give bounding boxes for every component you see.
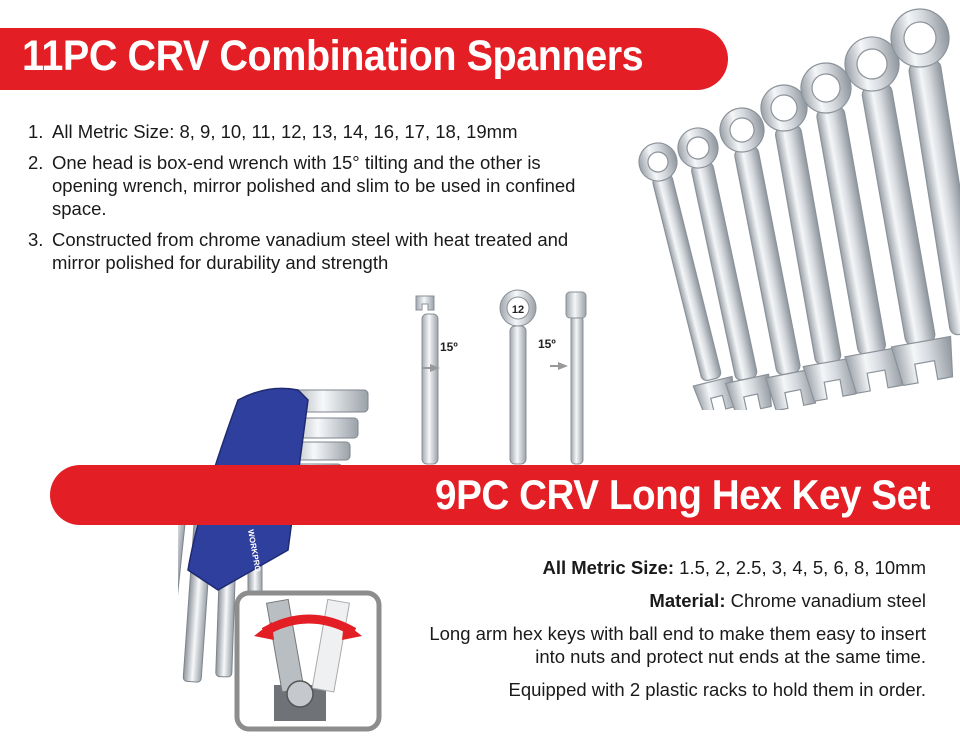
material-spec	[366, 589, 926, 612]
svg-text:15º: 15º	[440, 340, 458, 354]
racks-text: Equipped with 2 plastic racks to hold them in order.	[508, 679, 926, 700]
list-item	[28, 120, 628, 143]
svg-text:WORKPRO: WORKPRO	[246, 528, 263, 573]
list-item	[28, 228, 628, 274]
hex-key-specs	[366, 556, 926, 711]
description-text: Long arm hex keys with ball end to make them easy to insert into nuts and protect nut ends at the same time.	[429, 623, 926, 667]
svg-text:15º: 15º	[538, 337, 556, 351]
hex-key-title: 9PC CRV Long Hex Key Set	[434, 471, 930, 518]
size-label: All Metric Size:	[542, 557, 675, 578]
svg-text:12: 12	[511, 304, 525, 316]
spanner-feature-list	[28, 120, 628, 282]
material-label: Material:	[649, 590, 726, 611]
list-item-number: 3.	[28, 229, 44, 250]
hex-key-title-banner	[50, 465, 960, 525]
size-spec	[366, 556, 926, 579]
spanners-title-banner	[0, 28, 728, 90]
list-item-number: 2.	[28, 152, 44, 173]
list-item-text: All Metric Size: 8, 9, 10, 11, 12, 13, 14, 16, 17, 18, 19mm	[52, 121, 518, 142]
list-item	[28, 151, 628, 220]
list-item-number: 1.	[28, 121, 44, 142]
list-item-text: One head is box-end wrench with 15° tilting and the other is opening wrench, mirror polished and slim to be used in confined space.	[52, 152, 576, 219]
spanners-title: 11PC CRV Combination Spanners	[22, 32, 644, 80]
list-item-text: Constructed from chrome vanadium steel with heat treated and mirror polished for durability and strength	[52, 229, 569, 273]
material-value: Chrome vanadium steel	[725, 590, 926, 611]
angle-diagram	[400, 286, 590, 466]
ball-end-inset	[234, 590, 382, 732]
size-value: 1.5, 2, 2.5, 3, 4, 5, 6, 8, 10mm	[674, 557, 926, 578]
